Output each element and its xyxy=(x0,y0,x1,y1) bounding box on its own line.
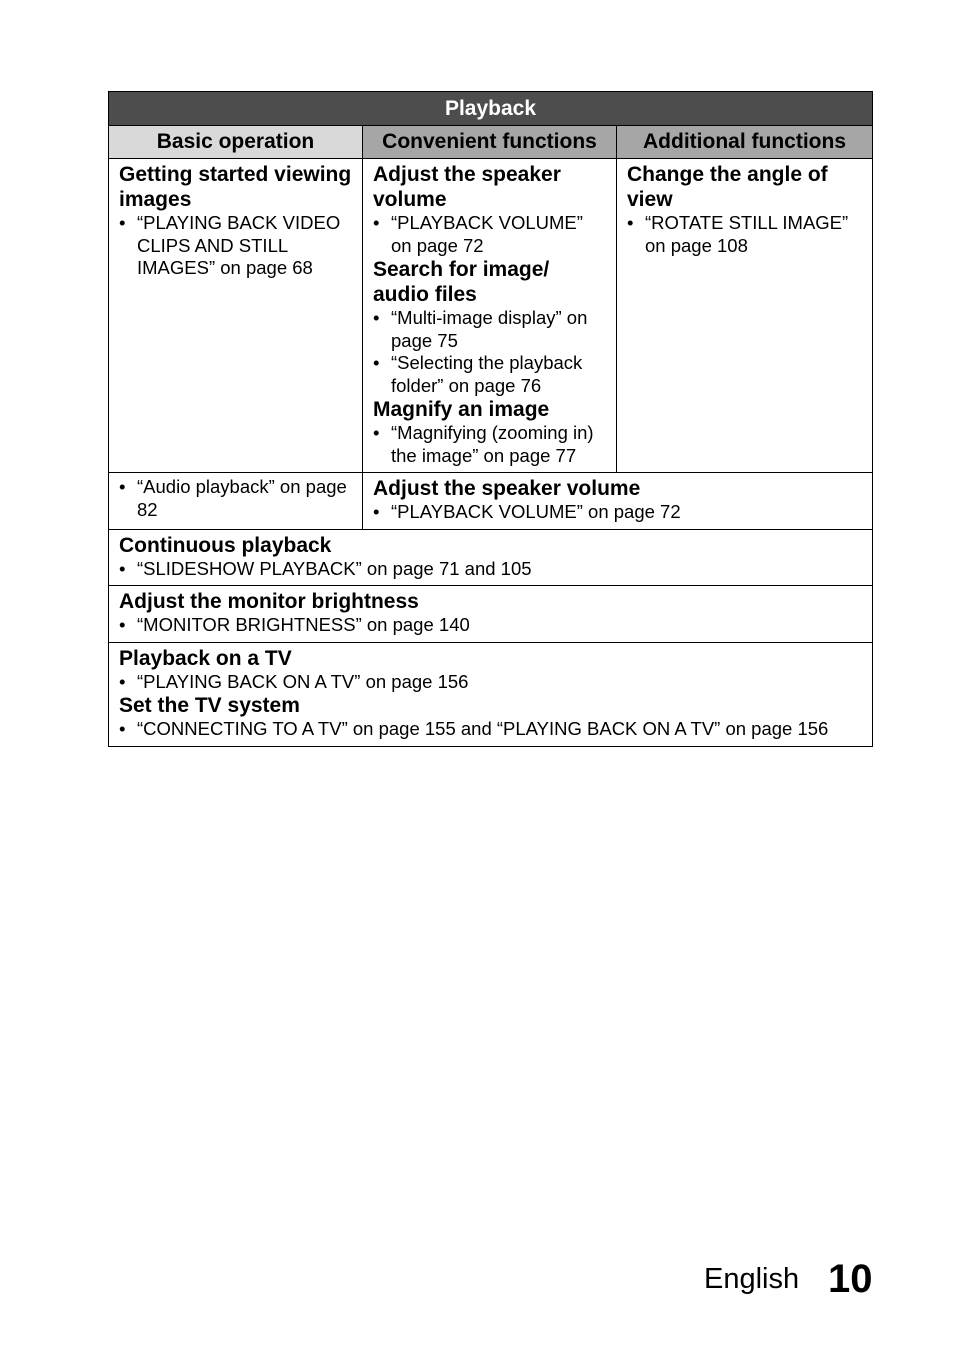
reference-item: • “Audio playback” on page 82 xyxy=(119,476,352,521)
section-heading: Change the angle of view xyxy=(627,163,828,211)
cell-convenient-2 xyxy=(363,473,873,530)
table-row xyxy=(109,586,873,643)
section-heading: Adjust the speaker volume xyxy=(373,477,641,500)
reference-item: • “MONITOR BRIGHTNESS” on page 140 xyxy=(119,614,862,637)
cell-convenient-1 xyxy=(363,159,617,473)
section-heading: Continuous playback xyxy=(119,533,332,557)
cell-additional-1 xyxy=(617,159,873,473)
language-label: English xyxy=(704,1263,800,1295)
reference-item: • “PLAYING BACK VIDEO CLIPS AND STILL IMAGES” on page 68 xyxy=(119,212,352,280)
reference-item: • “PLAYBACK VOLUME” on page 72 xyxy=(373,212,606,257)
reference-item: • “SLIDESHOW PLAYBACK” on page 71 and 105 xyxy=(119,558,862,581)
reference-item: • “PLAYING BACK ON A TV” on page 156 xyxy=(119,671,862,694)
table-row xyxy=(109,159,873,473)
table-row xyxy=(109,529,873,586)
reference-item: • “PLAYBACK VOLUME” on page 72 xyxy=(373,501,862,524)
reference-item: • “Magnifying (zooming in) the image” on page 77 xyxy=(373,422,606,467)
table-title: Playback xyxy=(109,92,873,126)
section-heading: Search for image/ audio files xyxy=(373,258,550,306)
section-heading: Adjust the monitor brightness xyxy=(119,590,419,613)
column-header-basic: Basic operation xyxy=(109,126,363,159)
column-header-convenient: Convenient functions xyxy=(363,126,617,159)
cell-basic-1 xyxy=(109,159,363,473)
reference-item: • “Selecting the playback folder” on page 76 xyxy=(373,352,606,397)
table-row xyxy=(109,473,873,530)
section-heading: Set the TV system xyxy=(119,694,300,717)
reference-item: • “Multi-image display” on page 75 xyxy=(373,307,606,352)
playback-table xyxy=(108,91,873,747)
cell-continuous-playback xyxy=(109,529,873,586)
cell-basic-2 xyxy=(109,473,363,530)
page-number: 10 xyxy=(828,1257,873,1301)
table-row xyxy=(109,642,873,746)
section-heading: Getting started viewing images xyxy=(119,163,352,211)
section-heading: Adjust the speaker volume xyxy=(373,163,561,211)
column-header-additional: Additional functions xyxy=(617,126,873,159)
reference-item: • “CONNECTING TO A TV” on page 155 and “PLAYING BACK ON A TV” on page 156 xyxy=(119,718,862,741)
reference-item: • “ROTATE STILL IMAGE” on page 108 xyxy=(627,212,862,257)
section-heading: Playback on a TV xyxy=(119,646,292,670)
cell-monitor-brightness xyxy=(109,586,873,643)
cell-tv-playback xyxy=(109,642,873,746)
section-heading: Magnify an image xyxy=(373,398,550,421)
